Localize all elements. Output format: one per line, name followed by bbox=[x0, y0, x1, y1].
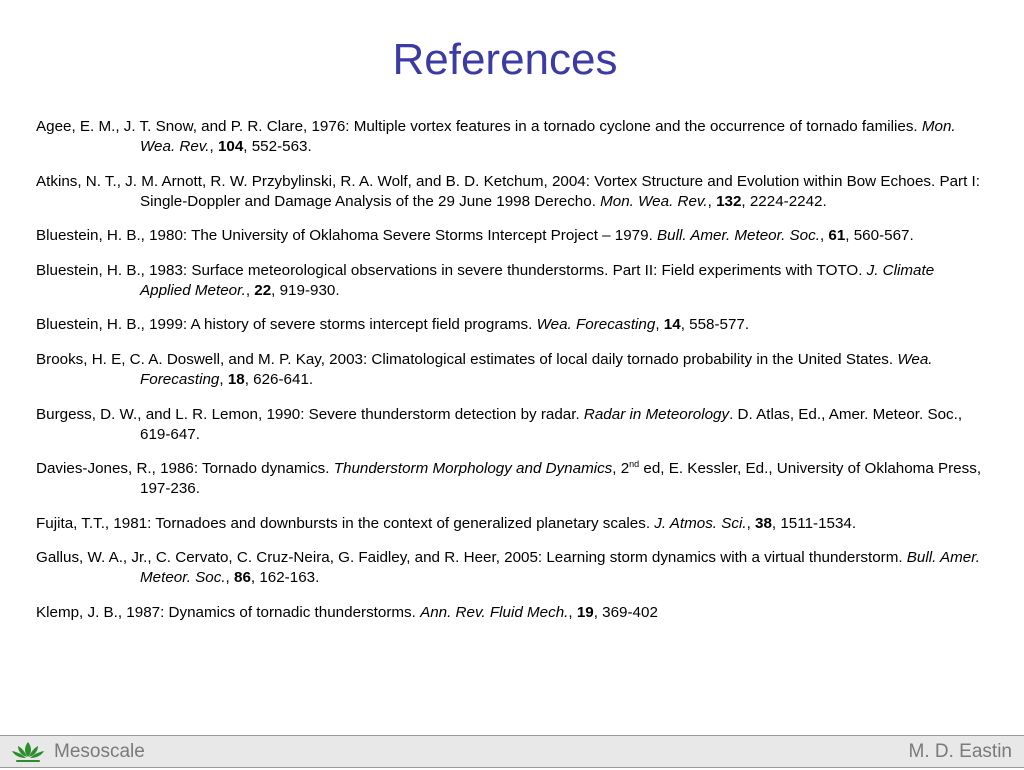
reference-pages: , 2224-2242. bbox=[741, 192, 827, 210]
reference-item bbox=[36, 172, 986, 212]
reference-item bbox=[36, 459, 986, 499]
reference-tail: . D. Atlas, Ed., Amer. Meteor. Soc., 619-647. bbox=[140, 405, 963, 443]
reference-volume: 38 bbox=[755, 514, 772, 532]
footer-author-label: M. D. Eastin bbox=[908, 741, 1012, 762]
reference-text: Fujita, T.T., 1981: Tornadoes and downbursts in the context of generalized planetary scales. bbox=[36, 514, 655, 532]
reference-journal: Thunderstorm Morphology and Dynamics bbox=[333, 460, 613, 478]
reference-separator: , bbox=[219, 370, 228, 388]
reference-text: Agee, E. M., J. T. Snow, and P. R. Clare, 1976: Multiple vortex features in a tornado cyclone and the occurrence of tornado families. bbox=[36, 118, 922, 135]
lotus-logo-icon bbox=[10, 739, 46, 765]
reference-separator: , bbox=[225, 569, 234, 587]
reference-text: Atkins, N. T., J. M. Arnott, R. W. Przybylinski, R. A. Wolf, and B. D. Ketchum, 2004: Vortex Structure and Evolution within Bow Echoes. Part I: Single-Doppler and Damage Analysis of the 29 June 1998 Derecho. bbox=[36, 172, 980, 210]
reference-text: Gallus, W. A., Jr., C. Cervato, C. Cruz-Neira, G. Faidley, and R. Heer, 2005: Learning storm dynamics with a virtual thunderstorm. bbox=[36, 549, 907, 567]
reference-journal: Radar in Meteorology bbox=[583, 405, 730, 423]
reference-journal: Bull. Amer. Meteor. Soc. bbox=[140, 549, 980, 587]
reference-text: Brooks, H. E, C. A. Doswell, and M. P. Kay, 2003: Climatological estimates of local daily tornado probability in the United States. bbox=[36, 350, 898, 368]
reference-list bbox=[36, 117, 986, 638]
reference-text: Klemp, J. B., 1987: Dynamics of tornadic thunderstorms. bbox=[36, 603, 421, 621]
reference-text: Burgess, D. W., and L. R. Lemon, 1990: Severe thunderstorm detection by radar. bbox=[36, 405, 584, 423]
reference-text: Davies-Jones, R., 1986: Tornado dynamics. bbox=[36, 460, 334, 478]
reference-journal: Mon. Wea. Rev. bbox=[140, 118, 956, 155]
reference-volume: 86 bbox=[234, 569, 251, 587]
reference-item bbox=[36, 603, 986, 623]
reference-volume: 14 bbox=[663, 316, 681, 334]
reference-journal: Mon. Wea. Rev. bbox=[600, 192, 708, 210]
reference-separator: , bbox=[819, 227, 829, 245]
reference-pages: , 560-567. bbox=[845, 227, 914, 245]
reference-journal: J. Atmos. Sci. bbox=[654, 514, 747, 532]
reference-pages: , 558-577. bbox=[680, 316, 750, 334]
reference-journal: Wea. Forecasting bbox=[536, 316, 656, 334]
reference-text: Bluestein, H. B., 1980: The University of Oklahoma Severe Storms Intercept Project – 1979. bbox=[36, 227, 658, 245]
reference-text: Bluestein, H. B., 1999: A history of severe storms intercept field programs. bbox=[36, 316, 537, 334]
reference-item bbox=[36, 405, 986, 445]
footer-bar bbox=[0, 735, 1024, 768]
reference-item bbox=[36, 261, 986, 301]
page-title: References bbox=[392, 35, 618, 84]
reference-separator: , bbox=[655, 316, 664, 334]
reference-item bbox=[36, 514, 986, 534]
reference-item bbox=[36, 350, 986, 390]
footer-course-label: Mesoscale bbox=[54, 741, 145, 762]
reference-pages: , 1511-1534. bbox=[771, 514, 857, 532]
reference-volume: 19 bbox=[576, 603, 594, 621]
reference-journal: Ann. Rev. Fluid Mech. bbox=[420, 603, 569, 621]
reference-volume: 104 bbox=[217, 138, 244, 155]
reference-tail: ed, E. Kessler, Ed., University of Oklahoma Press, 197-236. bbox=[140, 460, 982, 498]
reference-volume: 18 bbox=[227, 370, 245, 388]
reference-item bbox=[36, 548, 986, 588]
reference-volume: 132 bbox=[716, 192, 742, 210]
reference-pages: , 162-163. bbox=[250, 569, 320, 587]
reference-separator: , bbox=[245, 281, 255, 299]
reference-pages: , 919-930. bbox=[271, 281, 340, 299]
reference-item bbox=[36, 315, 986, 335]
reference-separator: , bbox=[209, 138, 218, 155]
reference-edition: , 2 bbox=[612, 460, 630, 478]
reference-text: Bluestein, H. B., 1983: Surface meteorological observations in severe thunderstorms. Part II: Field experiments with TOTO. bbox=[36, 261, 867, 279]
reference-separator: , bbox=[707, 192, 717, 210]
reference-volume: 22 bbox=[254, 281, 272, 299]
reference-pages: , 552-563. bbox=[243, 138, 312, 155]
reference-separator: , bbox=[746, 514, 756, 532]
reference-volume: 61 bbox=[828, 227, 846, 245]
reference-item bbox=[36, 226, 986, 246]
reference-separator: , bbox=[568, 603, 577, 621]
reference-journal: J. Climate Applied Meteor. bbox=[140, 261, 935, 299]
reference-journal: Bull. Amer. Meteor. Soc. bbox=[657, 227, 820, 245]
reference-journal: Wea. Forecasting bbox=[140, 350, 933, 388]
reference-pages: , 626-641. bbox=[244, 370, 314, 388]
reference-item bbox=[36, 117, 986, 157]
reference-edition-suffix: nd bbox=[629, 459, 640, 470]
reference-pages: , 369-402 bbox=[593, 603, 658, 621]
